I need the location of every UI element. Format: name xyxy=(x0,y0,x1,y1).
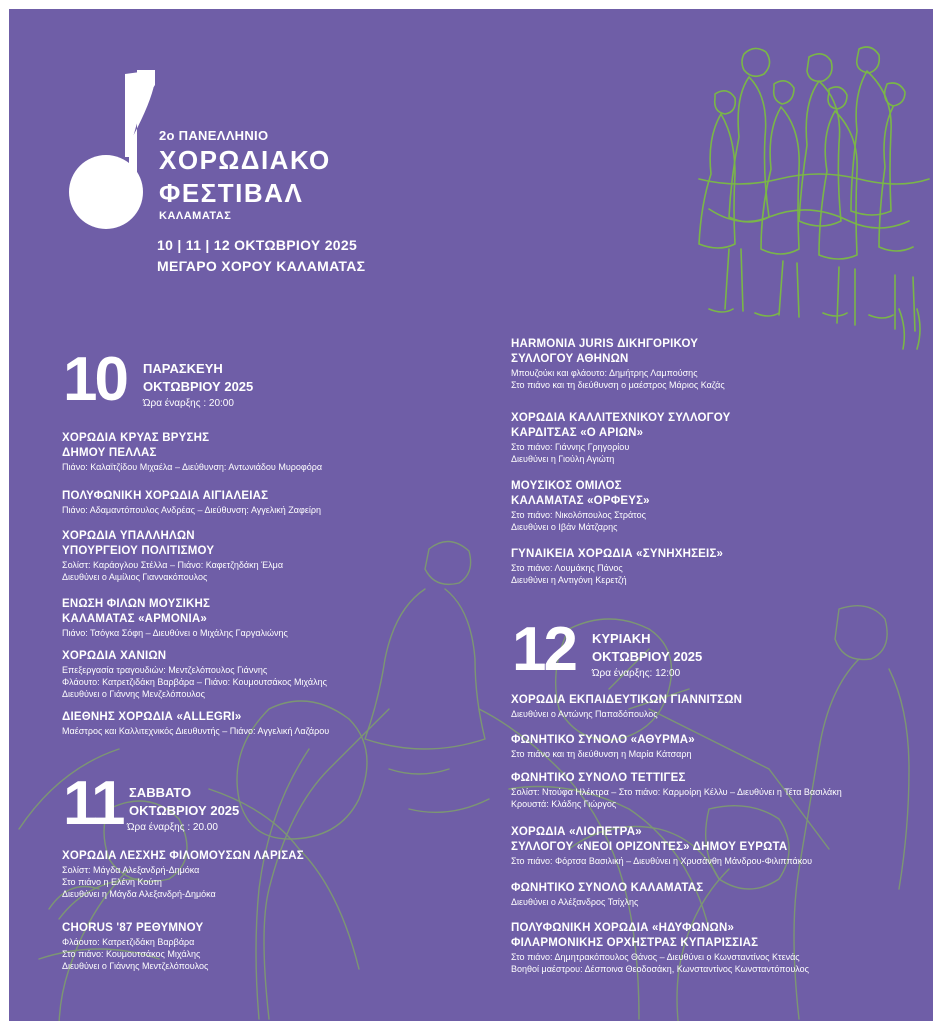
choir-name-line2: ΣΥΛΛΟΓΟΥ ΑΘΗΝΩΝ xyxy=(511,353,629,365)
choir-details: Βοηθοί μαέστρου: Δέσποινα Θεοδοσάκη, Κωνσταντίνος Κωνσταντόπουλος xyxy=(511,964,810,974)
day-11-header xyxy=(63,769,303,838)
choir-details: Στο πιάνο και τη διεύθυνση η Μαρία Κάτσαρη xyxy=(511,749,692,759)
choir-details: Μπουζούκι και φλάουτο: Δημήτρης Λαμπούσης xyxy=(511,368,698,378)
choir-name-line2: ΥΠΟΥΡΓΕΙΟΥ ΠΟΛΙΤΙΣΜΟΥ xyxy=(62,545,215,557)
day-start-time: Ώρα έναρξης : 20:00 xyxy=(143,398,234,409)
choir-name-line2: ΚΑΡΔΙΤΣΑΣ «Ο ΑΡΙΩΝ» xyxy=(511,427,644,439)
choir-name: CHORUS '87 ΡΕΘΥΜΝΟΥ xyxy=(62,922,204,934)
choir-name: ΧΟΡΩΔΙΑ «ΛΙΟΠΕΤΡΑ» xyxy=(511,826,642,838)
choir-name-line2: ΚΑΛΑΜΑΤΑΣ «ΑΡΜΟΝΙΑ» xyxy=(62,613,207,625)
festival-venue: ΜΕΓΑΡΟ ΧΟΡΟΥ ΚΑΛΑΜΑΤΑΣ xyxy=(157,258,366,274)
choir-details: Διευθύνει η Γιούλη Αγιώτη xyxy=(511,454,615,464)
choir-details: Μαέστρος και Καλλιτεχνικός Διευθυντής – Πιάνο: Αγγελική Λαζάρου xyxy=(62,726,330,736)
choir-details: Στο πιάνο: Φόρτσα Βασιλική – Διευθύνει η Χρυσάνθη Μάνδρου-Φιλιππάκου xyxy=(511,856,813,866)
program-entry xyxy=(511,921,911,975)
day-number: 10 xyxy=(63,345,126,414)
festival-title-line1: ΧΟΡΩΔΙΑΚΟ xyxy=(159,145,331,175)
program-entry xyxy=(511,881,911,908)
choir-name: ΠΟΛΥΦΩΝΙΚΗ ΧΟΡΩΔΙΑ ΑΙΓΙΑΛΕΙΑΣ xyxy=(62,490,269,502)
program-entry xyxy=(511,411,911,465)
program-entry xyxy=(62,649,462,700)
choir-details: Διευθύνει η Αντιγόνη Κερετζή xyxy=(511,575,627,585)
choir-details: Διευθύνει ο Αντώνης Παπαδόπουλος xyxy=(511,709,658,719)
choir-details: Φλάουτο: Κατρετζιδάκη Βαρβάρα xyxy=(62,937,195,947)
day-weekday: ΚΥΡΙΑΚΗ xyxy=(592,631,651,646)
choir-name: ΓΥΝΑΙΚΕΙΑ ΧΟΡΩΔΙΑ «ΣΥΝΗΧΗΣΕΙΣ» xyxy=(511,548,724,560)
festival-title-line2: ΦΕΣΤΙΒΑΛ xyxy=(159,178,304,208)
day-number: 11 xyxy=(63,769,123,838)
choir-name: ΧΟΡΩΔΙΑ ΥΠΑΛΛΗΛΩΝ xyxy=(62,530,195,542)
program-entry xyxy=(511,547,911,586)
festival-dates: 10 | 11 | 12 ΟΚΤΩΒΡΙΟΥ 2025 xyxy=(157,237,358,253)
choir-name: ΦΩΝΗΤΙΚΟ ΣΥΝΟΛΟ ΤΕΤΤΙΓΕΣ xyxy=(511,772,686,784)
music-note-logo xyxy=(67,61,157,241)
program-entry xyxy=(511,337,911,391)
choir-name: ΜΟΥΣΙΚΟΣ ΟΜΙΛΟΣ xyxy=(511,480,622,492)
choir-name-line2: ΣΥΛΛΟΓΟΥ «ΝΕΟΙ ΟΡΙΖΟΝΤΕΣ» ΔΗΜΟΥ ΕΥΡΩΤΑ xyxy=(511,841,788,853)
choir-details: Πιάνο: Καλαϊτζίδου Μιχαέλα – Διεύθυνση: Αντωνιάδου Μυροφόρα xyxy=(62,462,323,472)
choir-name: ΧΟΡΩΔΙΑ ΕΚΠΑΙΔΕΥΤΙΚΩΝ ΓΙΑΝΝΙΤΣΩΝ xyxy=(511,694,743,706)
choir-details: Διευθύνει η Μάγδα Αλεξανδρή-Δημόκα xyxy=(62,889,216,899)
choir-details: Διευθύνει ο Αιμίλιος Γιαννακόπουλος xyxy=(62,572,208,582)
choir-name: ΦΩΝΗΤΙΚΟ ΣΥΝΟΛΟ ΚΑΛΑΜΑΤΑΣ xyxy=(511,882,704,894)
day-10-header xyxy=(63,345,303,414)
program-entry xyxy=(511,733,911,760)
day-number: 12 xyxy=(512,615,575,684)
choir-details: Στο πιάνο και τη διεύθυνση ο μαέστρος Μάριος Καζάς xyxy=(511,380,725,390)
day-month: ΟΚΤΩΒΡΙΟΥ 2025 xyxy=(143,379,254,394)
program-entry xyxy=(62,489,462,516)
choir-details: Στο πιάνο η Ελένη Κούτη xyxy=(62,877,162,887)
day-weekday: ΠΑΡΑΣΚΕΥΗ xyxy=(143,361,223,376)
choir-details: Στο πιάνο: Νικολόπουλος Στράτος xyxy=(511,510,646,520)
program-entry xyxy=(62,529,462,583)
choir-details: Διευθύνει ο Γιάννης Μενζελόπουλος xyxy=(62,689,205,699)
choir-details: Σολίστ: Καράογλου Στέλλα – Πιάνο: Καφετζηδάκη Έλμα xyxy=(62,560,284,570)
choir-name: HARMONIA JURIS ΔΙΚΗΓΟΡΙΚΟΥ xyxy=(511,338,699,350)
program-entry xyxy=(62,597,462,639)
festival-edition: 2ο ΠΑΝΕΛΛΗΝΙΟ xyxy=(159,128,269,143)
choir-name: ΧΟΡΩΔΙΑ ΛΕΣΧΗΣ ΦΙΛΟΜΟΥΣΩΝ ΛΑΡΙΣΑΣ xyxy=(62,850,304,862)
program-entry xyxy=(62,921,462,972)
choir-details: Σολίστ: Μάγδα Αλεξανδρή-Δημόκα xyxy=(62,865,200,875)
choir-name: ΔΙΕΘΝΗΣ ΧΟΡΩΔΙΑ «ALLEGRI» xyxy=(62,711,242,723)
festival-poster xyxy=(9,9,933,1021)
choir-name: ΠΟΛΥΦΩΝΙΚΗ ΧΟΡΩΔΙΑ «ΗΔΥΦΩΝΩΝ» xyxy=(511,922,735,934)
choir-details: Πιάνο: Αδαμαντόπουλος Ανδρέας – Διεύθυνση: Αγγελική Ζαφείρη xyxy=(62,505,321,515)
choir-details: Διευθύνει ο Ιβάν Μάτζαρης xyxy=(511,522,618,532)
choir-name-line2: ΔΗΜΟΥ ΠΕΛΛΑΣ xyxy=(62,447,157,459)
choir-details: Σολίστ: Ντούφα Ηλέκτρα – Στο πιάνο: Καρμοίρη Κέλλυ – Διευθύνει η Τέτα Βασιλάκη xyxy=(511,787,842,797)
program-entry xyxy=(511,479,911,533)
choir-details: Επεξεργασία τραγουδιών: Μεντζελόπουλος Γιάννης xyxy=(62,665,268,675)
festival-city: ΚΑΛΑΜΑΤΑΣ xyxy=(159,210,232,222)
day-month: ΟΚΤΩΒΡΙΟΥ 2025 xyxy=(129,803,240,818)
choir-details: Στο πιάνο: Γιάννης Γρηγορίου xyxy=(511,442,630,452)
program-entry xyxy=(511,771,911,810)
choir-name-line2: ΚΑΛΑΜΑΤΑΣ «ΟΡΦΕΥΣ» xyxy=(511,495,650,507)
day-start-time: Ώρα έναρξης: 12:00 xyxy=(592,668,681,679)
choir-details: Πιάνο: Τσόγκα Σόφη – Διευθύνει ο Μιχάλης Γαργαλιώνης xyxy=(62,628,288,638)
day-weekday: ΣΑΒΒΑΤΟ xyxy=(129,785,192,800)
day-start-time: Ώρα έναρξης : 20.00 xyxy=(127,822,218,833)
choir-name: ΧΟΡΩΔΙΑ ΧΑΝΙΩΝ xyxy=(62,650,167,662)
program-entry xyxy=(511,693,911,720)
choir-details: Στο πιάνο: Λουμάκης Πάνος xyxy=(511,563,623,573)
choir-details: Στο πιάνο: Κουμουτσάκος Μιχάλης xyxy=(62,949,201,959)
program-entry xyxy=(62,710,462,737)
choir-details: Κρουστά: Κλάδης Γιώργος xyxy=(511,799,617,809)
program-entry xyxy=(62,431,462,473)
choir-details: Στο πιάνο: Δημητρακόπουλος Θάνος – Διευθύνει ο Κωνσταντίνος Κτενάς xyxy=(511,952,800,962)
choir-details: Διευθύνει ο Αλέξανδρος Τσίχλης xyxy=(511,897,639,907)
day-month: ΟΚΤΩΒΡΙΟΥ 2025 xyxy=(592,649,703,664)
choir-name: ΕΝΩΣΗ ΦΙΛΩΝ ΜΟΥΣΙΚΗΣ xyxy=(62,598,211,610)
choir-name: ΦΩΝΗΤΙΚΟ ΣΥΝΟΛΟ «ΑΘΥΡΜΑ» xyxy=(511,734,695,746)
choir-details: Διευθύνει ο Γιάννης Μεντζελόπουλος xyxy=(62,961,209,971)
choir-name-line2: ΦΙΛΑΡΜΟΝΙΚΗΣ ΟΡΧΗΣΤΡΑΣ ΚΥΠΑΡΙΣΣΙΑΣ xyxy=(511,937,759,949)
program-entry xyxy=(62,849,462,900)
choir-name: ΧΟΡΩΔΙΑ ΚΡΥΑΣ ΒΡΥΣΗΣ xyxy=(62,432,210,444)
program-entry xyxy=(511,825,911,867)
choir-name: ΧΟΡΩΔΙΑ ΚΑΛΛΙΤΕΧΝΙΚΟΥ ΣΥΛΛΟΓΟΥ xyxy=(511,412,731,424)
choir-details: Φλάουτο: Κατρετζιδάκη Βαρβάρα – Πιάνο: Κουμουτσάκος Μιχάλης xyxy=(62,677,327,687)
day-12-header xyxy=(512,615,772,684)
